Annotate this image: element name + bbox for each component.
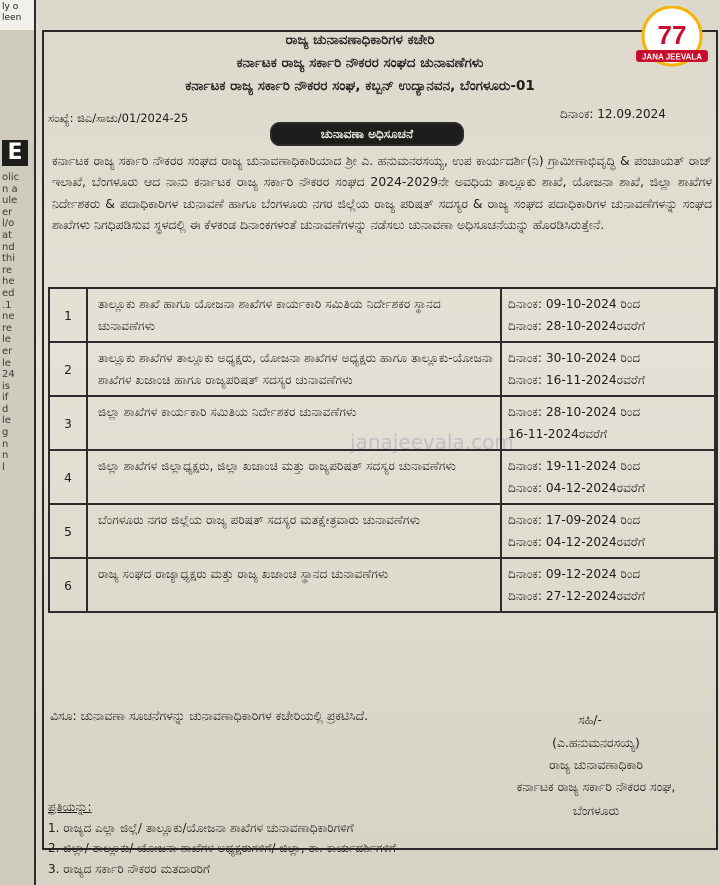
end-date: ದಿನಾಂಕ: 16-11-2024ರವರೆಗೆ	[508, 373, 645, 387]
election-description: ರಾಜ್ಯ ಸಂಘದ ರಾಜ್ಯಾಧ್ಯಕ್ಷರು ಮತ್ತು ರಾಜ್ಯ ಖಜಾಂಚಿ ಸ್ಥಾನದ ಚುನಾವಣೆಗಳು	[87, 558, 501, 612]
row-number: 6	[49, 558, 87, 612]
election-description: ತಾಲ್ಲೂಕು ಶಾಖೆ ಹಾಗೂ ಯೋಜನಾ ಶಾಖೆಗಳ ಕಾರ್ಯಕಾರಿ ಸಮಿತಿಯ ನಿರ್ದೇಶಕರ ಸ್ಥಾನದ ಚುನಾವಣೆಗಳು	[87, 288, 501, 342]
signatory-city: ಬೆಂಗಳೂರು	[572, 803, 620, 818]
election-title: ಕರ್ನಾಟಕ ರಾಜ್ಯ ಸರ್ಕಾರಿ ನೌಕರರ ಸಂಘದ ಚುನಾವಣೆಗಳು	[236, 55, 484, 71]
signed-mark: ಸಹಿ/-	[578, 712, 602, 727]
reference-number: ಸಂಖ್ಯೆ: ಜಿಎ/ಸಾಚು/01/2024-25	[48, 111, 189, 125]
row-number: 1	[49, 288, 87, 342]
date-range	[501, 504, 715, 558]
watermark-text: janajeevala.com	[350, 430, 514, 454]
note-text: ವಿಸೂ: ಚುನಾವಣಾ ಸೂಚನೆಗಳನ್ನು ಚುನಾವಣಾಧಿಕಾರಿಗಳ ಕಚೇರಿಯಲ್ಲಿ ಪ್ರಕಟಿಸಿದೆ.	[50, 708, 369, 723]
jana-jeevala-logo	[630, 6, 714, 70]
notice-date: ದಿನಾಂಕ: 12.09.2024	[560, 107, 666, 121]
logo-name: JANA JEEVALA	[641, 52, 703, 62]
schedule-row	[49, 450, 715, 504]
adjacent-column-text: olic n a ule er l/o at nd thi re he ed .1 ne re le er le 24 is if d le g n n l	[2, 172, 20, 473]
adjacent-column-top-text: ly o leen	[0, 0, 34, 30]
start-date: ದಿನಾಂಕ: 30-10-2024 ರಿಂದ	[508, 351, 641, 365]
date-range	[501, 450, 715, 504]
election-description: ಬೆಂಗಳೂರು ನಗರ ಜಿಲ್ಲೆಯ ರಾಜ್ಯ ಪರಿಷತ್ ಸದಸ್ಯರ ಮತಕ್ಷೇತ್ರವಾರು ಚುನಾವಣೆಗಳು	[87, 504, 501, 558]
row-number: 2	[49, 342, 87, 396]
copy-item: 2. ಜಿಲ್ಲಾ/ ತಾಲ್ಲೂಕು/ ಯೋಜನಾ ಶಾಖೆಗಳ ಅಧ್ಯಕ್ಷರುಗಳಿಗೆ/ ಜಿಲ್ಲಾ, ತಾ. ಕಾರ್ಯದರ್ಶಿಗಳಿಗೆ	[48, 841, 396, 855]
start-date: ದಿನಾಂಕ: 09-10-2024 ರಿಂದ	[508, 297, 641, 311]
row-number: 3	[49, 396, 87, 450]
start-date: ದಿನಾಂಕ: 19-11-2024 ರಿಂದ	[508, 459, 641, 473]
end-date: 16-11-2024ರವರೆಗೆ	[508, 427, 608, 441]
date-range	[501, 288, 715, 342]
logo-number: 77	[657, 20, 687, 50]
end-date: ದಿನಾಂಕ: 04-12-2024ರವರೆಗೆ	[508, 535, 645, 549]
signatory-org: ಕರ್ನಾಟಕ ರಾಜ್ಯ ಸರ್ಕಾರಿ ನೌಕರರ ಸಂಘ,	[516, 779, 676, 794]
election-description: ಜಿಲ್ಲಾ ಶಾಖೆಗಳ ಕಾರ್ಯಕಾರಿ ಸಮಿತಿಯ ನಿರ್ದೇಶಕರ ಚುನಾವಣೆಗಳು	[87, 396, 501, 450]
signatory-title: ರಾಜ್ಯ ಚುನಾವಣಾಧಿಕಾರಿ	[549, 757, 643, 772]
start-date: ದಿನಾಂಕ: 17-09-2024 ರಿಂದ	[508, 513, 641, 527]
end-date: ದಿನಾಂಕ: 27-12-2024ರವರೆಗೆ	[508, 589, 645, 603]
association-address: ಕರ್ನಾಟಕ ರಾಜ್ಯ ಸರ್ಕಾರಿ ನೌಕರರ ಸಂಘ, ಕಬ್ಬನ್ ಉದ್ಯಾನವನ, ಬೆಂಗಳೂರು-01	[185, 78, 535, 94]
end-date: ದಿನಾಂಕ: 28-10-2024ರವರೆಗೆ	[508, 319, 645, 333]
office-title: ರಾಜ್ಯ ಚುನಾವಣಾಧಿಕಾರಿಗಳ ಕಚೇರಿ	[285, 32, 435, 48]
date-range	[501, 558, 715, 612]
adjacent-column-letter: E	[2, 140, 28, 166]
row-number: 5	[49, 504, 87, 558]
signatory-name: (ಎ.ಹನುಮನರಸಯ್ಯ)	[552, 735, 640, 750]
start-date: ದಿನಾಂಕ: 28-10-2024 ರಿಂದ	[508, 405, 641, 419]
schedule-row	[49, 342, 715, 396]
election-description: ತಾಲ್ಲೂಕು ಶಾಖೆಗಳ ತಾಲ್ಲೂಕು ಅಧ್ಯಕ್ಷರು, ಯೋಜನಾ ಶಾಖೆಗಳ ಅಧ್ಯಕ್ಷರು ಹಾಗೂ ತಾಲ್ಲೂಕು-ಯೋಜನಾ ಶಾಖೆಗಳ ಖಜಾಂಚಿ ಹಾಗೂ ರಾಜ್ಯಪರಿಷತ್ ಸದಸ್ಯರ ಚುನಾವಣೆಗಳು	[87, 342, 501, 396]
start-date: ದಿನಾಂಕ: 09-12-2024 ರಿಂದ	[508, 567, 641, 581]
date-range	[501, 342, 715, 396]
copy-item: 1. ರಾಜ್ಯದ ಎಲ್ಲಾ ಜಿಲ್ಲೆ/ ತಾಲ್ಲೂಕು/ಯೋಜನಾ ಶಾಖೆಗಳ ಚುನಾವಣಾಧಿಕಾರಿಗಳಿಗೆ	[48, 820, 354, 835]
copies-list	[48, 797, 396, 879]
intro-paragraph: ಕರ್ನಾಟಕ ರಾಜ್ಯ ಸರ್ಕಾರಿ ನೌಕರರ ಸಂಘದ ರಾಜ್ಯ ಚುನಾವಣಾಧಿಕಾರಿಯಾದ ಶ್ರೀ ಎ. ಹನುಮನರಸಯ್ಯ, ಉಪ ಕಾರ್ಯದರ್ಶಿ(ನಿ) ಗ್ರಾಮೀಣಾಭಿವೃದ್ಧಿ & ಪಂಚಾಯತ್ ರಾಜ್ ಇಲಾಖೆ, ಬೆಂಗಳೂರು ಆದ ನಾನು ಕರ್ನಾಟಕ ರಾಜ್ಯ ಸರ್ಕಾರಿ ನೌಕರರ ಸಂಘದ 2024-2029ನೇ ಅವಧಿಯ ತಾಲ್ಲೂಕು ಶಾಖೆ, ಯೋಜನಾ ಶಾಖೆ, ಜಿಲ್ಲಾ ಶಾಖೆಗಳ ನಿರ್ದೇಶಕರು & ಪದಾಧಿಕಾರಿಗಳ ಚುನಾವಣೆ ಹಾಗೂ ಬೆಂಗಳೂರು ನಗರ ಜಿಲ್ಲೆಯ ರಾಜ್ಯ ಪರಿಷತ್ ಸದಸ್ಯರ & ರಾಜ್ಯ ಸಂಘದ ಪದಾಧಿಕಾರಿಗಳ ಚುನಾವಣೆಗಳನ್ನು ಸಂಘದ ಶಾಖೆಗಳು ನಿಗಧಿಪಡಿಸುವ ಸ್ಥಳದಲ್ಲಿ ಈ ಕೆಳಕಂಡ ದಿನಾಂಕಗಳಂತೆ ಚುನಾವಣೆಗಳನ್ನು ನಡೆಸಲು ಚುನಾವಣಾ ಅಧಿಸೂಚನೆಯನ್ನು ಹೊರಡಿಸಿರುತ್ತೇನೆ.	[52, 153, 712, 233]
notification-banner: ಚುನಾವಣಾ ಅಧಿಸೂಚನೆ	[270, 122, 464, 146]
copies-title: ಪ್ರತಿಯನ್ನು:	[48, 800, 92, 814]
schedule-row	[49, 558, 715, 612]
schedule-row	[49, 288, 715, 342]
copy-item: 3. ರಾಜ್ಯದ ಸರ್ಕಾರಿ ನೌಕರರ ಮತದಾರರಿಗೆ	[48, 861, 210, 876]
row-number: 4	[49, 450, 87, 504]
adjacent-column	[0, 0, 36, 885]
election-description: ಜಿಲ್ಲಾ ಶಾಖೆಗಳ ಜಿಲ್ಲಾಧ್ಯಕ್ಷರು, ಜಿಲ್ಲಾ ಖಜಾಂಚಿ ಮತ್ತು ರಾಜ್ಯಪರಿಷತ್ ಸದಸ್ಯರ ಚುನಾವಣೆಗಳು	[87, 450, 501, 504]
schedule-row	[49, 504, 715, 558]
end-date: ದಿನಾಂಕ: 04-12-2024ರವರೆಗೆ	[508, 481, 645, 495]
date-range	[501, 396, 715, 450]
